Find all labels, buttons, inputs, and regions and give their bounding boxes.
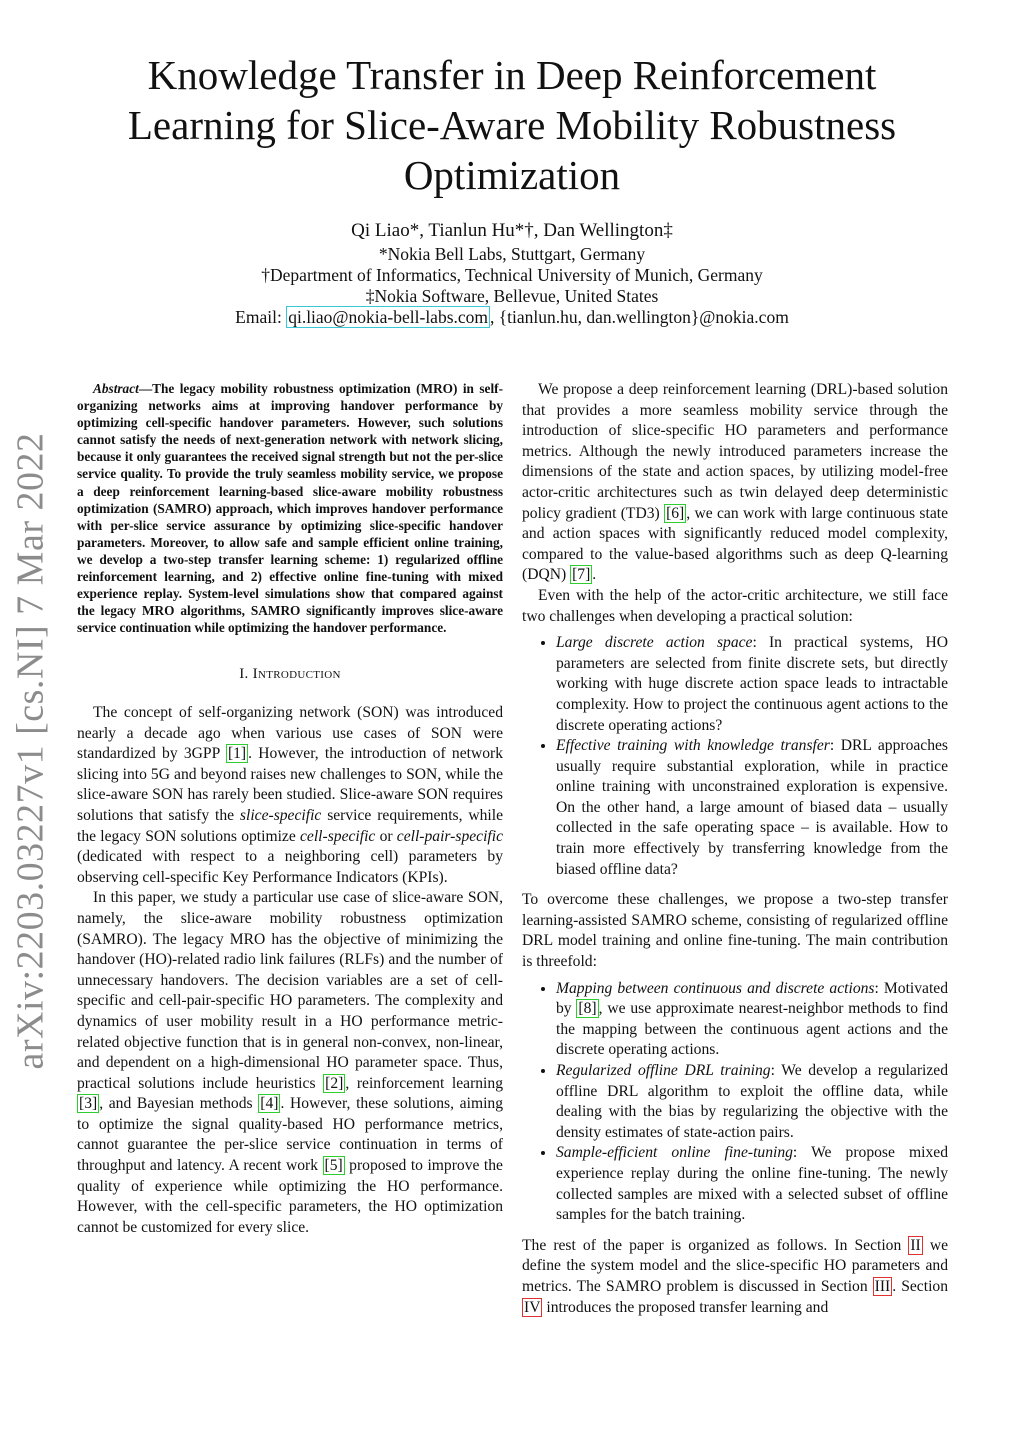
text-run: , and Bayesian methods	[99, 1095, 259, 1113]
author-names: Qi Liao*, Tianlun Hu*†, Dan Wellington‡	[351, 220, 673, 241]
arxiv-id-label: arXiv:2203.03227v1 [cs.NI] 7 Mar 2022	[9, 432, 52, 1070]
affiliation-2: †Department of Informatics, Technical University of Munich, Germany	[261, 265, 763, 285]
text-run: service requirements, while the legacy SON solutions optimize	[77, 806, 504, 845]
emphasis: Mapping between continuous and discrete actions	[556, 979, 875, 997]
section-title: Introduction	[252, 666, 341, 683]
text-run: or	[375, 827, 397, 845]
citation-link[interactable]: [3]	[79, 1095, 98, 1113]
text-run: .	[592, 566, 597, 584]
paper-title: Knowledge Transfer in Deep Reinforcement Learning for Slice-Aware Mobility Robustness Optimization	[127, 52, 897, 198]
emphasis: cell-pair-specific	[396, 827, 503, 845]
abstract	[77, 380, 503, 636]
left-column	[77, 380, 503, 1238]
intro-paragraph-2	[77, 888, 503, 1238]
right-paragraph-4	[522, 1236, 948, 1318]
list-item	[556, 633, 948, 736]
emphasis: Effective training with knowledge transfer	[556, 737, 830, 755]
section-link[interactable]: II	[910, 1236, 921, 1254]
text-run: proposed to improve the quality of experience while optimizing the HO performance. However, with the cell-specific parameters, the HO optimization cannot be customized for every slice.	[77, 1157, 503, 1236]
emphasis: cell-specific	[300, 827, 376, 845]
right-column	[522, 380, 948, 1318]
citation-link[interactable]: [6]	[666, 504, 685, 522]
list-item	[556, 979, 948, 1061]
list-item	[556, 736, 948, 880]
citation-link[interactable]: [1]	[227, 745, 247, 763]
citation-link[interactable]: [4]	[260, 1095, 279, 1113]
text-run: In this paper, we study a particular use case of slice-aware SON, namely, the slice-aware mobility robustness optimization (SAMRO). The legacy MRO has the objective of minimizing the handover (HO)-related radio link failures (RLFs) and the number of unnecessary handovers. The decision variables are a set of cell-specific and cell-pair-specific HO parameters. The complexity and dynamics of user mobility result in a HO performance metric-related objective function that is in general non-convex, non-linear, and dependent on a high-dimensional HO parameter space. Thus, practical solutions include heuristics	[77, 889, 503, 1092]
section-number: I.	[239, 666, 253, 683]
text-run: : DRL approaches usually require substantial exploration, while in practice online training with unconstrained exploration is expensive. On the other hand, a large amount of biased data – usually collected in the safe operating space – is available. How to train more effectively by transferring knowledge from the biased offline data?	[556, 737, 948, 878]
text-run: (dedicated with respect to a neighboring cell) parameters by observing cell-specific Key Performance Indicators (KPIs).	[77, 848, 503, 886]
text-run: . Section	[892, 1277, 948, 1295]
abstract-text: —The legacy mobility robustness optimization (MRO) in self-organizing networks aims at improving handover performance by optimizing cell-specific handover parameters. However, such solutions cannot satisfy the needs of next-generation network with network slicing, because it only guarantees the received signal strength but not the per-slice service quality. To provide the truly seamless mobility service, we propose a deep reinforcement learning-based slice-aware mobility robustness optimization (SAMRO) approach, which improves handover performance with per-slice service assurance by optimizing slice-specific handover parameters. Moreover, to allow safe and sample efficient online training, we develop a two-step transfer learning scheme: 1) regularized offline reinforcement learning, and 2) effective online fine-tuning with mixed experience replay. System-level simulations show that compared against the legacy MRO algorithms, SAMRO significantly improves slice-aware service continuation while optimizing the handover performance.	[77, 381, 503, 636]
section-link[interactable]: III	[874, 1277, 891, 1295]
text-run: : We develop a regularized offline DRL algorithm to exploit the offline data, while dealing with the bias by regularizing the objective with the density estimates of state-action pairs.	[556, 1062, 949, 1141]
text-run: , we use approximate nearest-neighbor methods to find the mapping between the continuous agent actions and the discrete operating actions.	[556, 1000, 948, 1059]
text-run: The concept of self-organizing network (SON) was introduced nearly a decade ago when various use cases of SON were standardized by 3GPP	[77, 704, 503, 763]
text-run: . However, these solutions, aiming to optimize the signal quality-based HO performance metrics, cannot guarantee the per-slice service continuation in terms of throughput and latency. A recent work	[77, 1095, 503, 1175]
text-run: we define the system model and the slice-specific HO parameters and metrics. The SAMRO problem is discussed in Section	[522, 1236, 948, 1295]
text-run: . However, the introduction of network slicing into 5G and beyond raises new challenges to SON, while the slice-aware SON has rarely been studied. Slice-aware SON requires solutions that satisfy the	[77, 745, 503, 824]
citation-link[interactable]: [7]	[572, 566, 591, 584]
citation-link[interactable]: [8]	[578, 1000, 597, 1018]
author-block	[90, 218, 934, 328]
emphasis: Sample-efficient online fine-tuning	[556, 1144, 793, 1162]
text-run: introduces the proposed transfer learning and	[542, 1298, 829, 1316]
citation-link[interactable]: [2]	[325, 1074, 344, 1092]
list-item	[556, 1143, 948, 1225]
arxiv-sidebar-stamp	[2, 432, 58, 1070]
text-run: The rest of the paper is organized as follows. In Section	[522, 1236, 909, 1254]
emphasis: slice-specific	[239, 806, 322, 824]
affiliation-3: ‡Nokia Software, Bellevue, United States	[365, 286, 659, 306]
contribution-list	[522, 979, 948, 1226]
section-heading-introduction	[77, 664, 503, 685]
section-link[interactable]: IV	[524, 1298, 541, 1316]
citation-link[interactable]: [5]	[324, 1157, 343, 1175]
right-paragraph-3: To overcome these challenges, we propose a two-step transfer learning-assisted SAMRO scheme, consisting of regularized offline DRL model training and online fine-tuning. The main contribution is threefold:	[522, 891, 948, 971]
intro-paragraph-1	[77, 703, 503, 888]
list-item	[556, 1061, 948, 1143]
email-line	[90, 307, 934, 328]
email-link[interactable]: qi.liao@nokia-bell-labs.com	[288, 307, 489, 327]
text-run: , we can work with large continuous state and action spaces with significantly reduced model complexity, compared to the value-based algorithms such as deep Q-learning (DQN)	[522, 504, 948, 584]
right-paragraph-2: Even with the help of the actor-critic architecture, we still face two challenges when developing a practical solution:	[522, 586, 948, 625]
email-prefix: Email:	[235, 307, 287, 327]
text-run: We propose a deep reinforcement learning (DRL)-based solution that provides a more seamless mobility service through the introduction of slice-specific HO parameters and performance metrics. Although the newly introduced parameters increase the dimensions of the state and action spaces, by utilizing model-free actor-critic architectures such as twin delayed deep deterministic policy gradient (TD3)	[522, 381, 948, 522]
text-run: : In practical systems, HO parameters are selected from finite discrete sets, but directly working with huge discrete action space leads to intractable complexity. How to project the continuous agent actions to the discrete operating actions?	[556, 634, 948, 734]
abstract-lead: Abstract	[93, 381, 139, 396]
email-rest: , {tianlun.hu, dan.wellington}@nokia.com	[490, 307, 789, 327]
challenge-list	[522, 633, 948, 880]
text-run: : We propose mixed experience replay during the online fine-tuning. The newly collected samples are mixed with a selected subset of offline samples for the batch training.	[556, 1144, 948, 1224]
affiliation-1: *Nokia Bell Labs, Stuttgart, Germany	[378, 244, 646, 264]
text-run: : Motivated by	[556, 979, 948, 1018]
text-run: , reinforcement learning	[345, 1074, 503, 1092]
emphasis: Regularized offline DRL training	[556, 1062, 771, 1079]
emphasis: Large discrete action space	[556, 634, 753, 652]
right-paragraph-1	[522, 380, 948, 586]
